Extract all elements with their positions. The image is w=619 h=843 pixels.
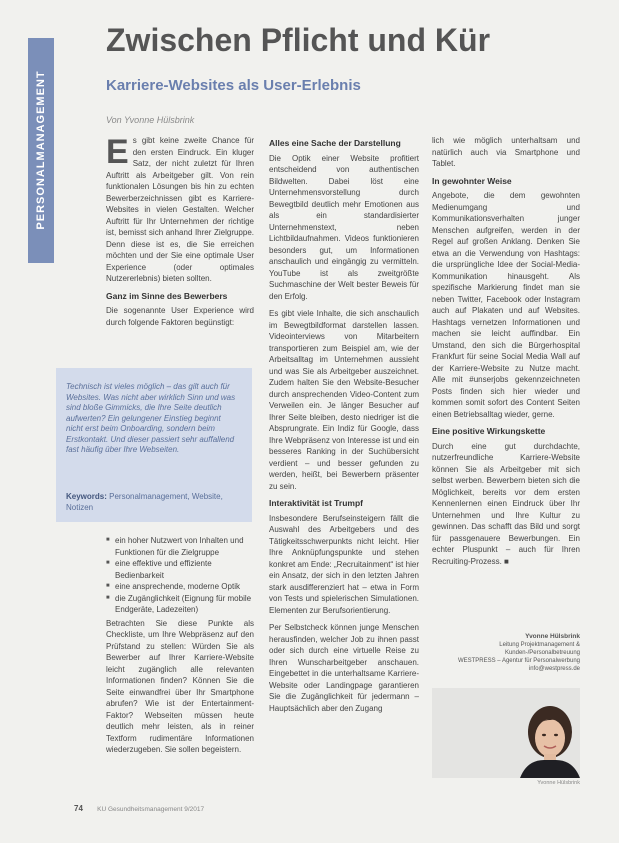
pull-quote-text: Technisch ist vieles möglich – das gilt auch für Websites. Was nicht aber wirklich Sinn und was sind bloße Gimmicks, die Ihre Seite deutlich aufwerten? Ein gelungener Einstieg beginnt nicht erst beim Onboarding, sondern beim Erstkontakt. Und dieser passiert sehr auffallend fast häufig über Ihre Webseiten. [66,382,236,454]
section-label: PERSONALMANAGEMENT [35,70,47,230]
author-company: WESTPRESS – Agentur für Personalwerbung [457,658,580,664]
intro-paragraph [106,135,254,285]
keywords-value: Personalmanagement, Website, Notizen [66,492,223,512]
list-item: ■ eine ansprechende, moderne Optik [106,581,254,593]
paragraph: Betrachten Sie diese Punkte als Checkliste, um Ihre Webpräsenz auf den Prüfstand zu stellen: Würden Sie als Bewerber auf Ihrer Karriere-Website leicht zugänglich alle relevanten Informationen finden? Können Sie die Seite einwandfrei über Ihr Smartphone abrufen? Wie ist der Entertainment-Faktor? Webseiten müssen heute deutlich mehr leisten, als in reiner Textform rudimentäre Informationen wiederzugeben. Sie sollen begeistern. [106,618,254,754]
paragraph: Die sogenannte User Experience wird durch folgende Faktoren begünstigt: [106,306,254,327]
paragraph: Die Optik einer Website profitiert entscheidend von authentischen Bildwelten. Dabei löst eine Unternehmensvorstellung durch Bewegtbild deutlich mehr Emotionen aus als ein standardisierter Unternehmenstext, neben Lichtbildaufnahmen. Videos funktionieren besonders gut, um Informationen anschaulich und eingängig zu vermitteln. YouTube ist als zweitgrößte Suchmaschine der Welt bester Beweis für den Erfolg. [269,153,419,301]
column-2 [269,135,419,720]
photo-caption: Yvonne Hülsbrink [537,780,580,786]
publication-source: KU Gesundheitsmanagement 9/2017 [97,806,205,813]
paragraph: Insbesondere Berufseinsteigern fällt die Auswahl des Arbeitgebers und des Tätigkeitsschwerpunkts nicht leicht. Hier Ihre Anknüpfungspunkte und stehen konkret am Ende: „Recruitainment“ ist hier ein Ansatz, der sich in den letzten Jahren stark ausdifferenziert hat – etwa in Form von Tests und spielerischen Simulationen. Elementen zur Berufsorientierung. [269,513,419,615]
section-heading: In gewohnter Weise [432,175,512,186]
author-photo [432,688,580,778]
paragraph: lich wie möglich unterhaltsam und natürlich auch via Smartphone und Tablet. [432,136,580,168]
author-role: Leitung Projektmanagement & Kunden-/Personalbetreuung [499,642,580,656]
author-contact: info@westpress.de [528,666,580,672]
article-title: Zwischen Pflicht und Kür [106,22,491,58]
section-sidebar [28,38,54,263]
column-3 [432,135,580,573]
pull-quote-box [56,368,252,522]
section-heading: Alles eine Sache der Darstellung [269,138,401,148]
section-heading: Ganz im Sinne des Bewerbers [106,290,228,301]
list-item: ■ eine effektive und effiziente Bedienbarkeit [106,558,254,581]
author-byline: Von Yvonne Hülsbrink [106,115,195,125]
article-subtitle: Karriere-Websites als User-Erlebnis [106,77,361,94]
portrait-illustration [432,688,580,778]
list-item: ■ ein hoher Nutzwert von Inhalten und Funktionen für die Zielgruppe [106,535,254,558]
paragraph: Angebote, die dem gewohnten Medienumgang und Kommunikationsverhalten junger Menschen aufgreifen, werden in der Regel auf großen Anklang. Denken Sie etwa an die Verwendung von Hashtags: die ursprüngliche Idee der Social-Media-Kommunikation hinausgeht. Als spezifische Markierung findet man sie neben Twitter, Facebook oder Instagram auch auf Plakaten und auf Websites. Hashtags vernetzen Informationen und machen sie leicht auffindbar. Ein Umstand, den sich die Bürgerhospital Frankfurt für seine Social Media Wall auf der Karriere-Website zu Nutze macht. Alle mit #unserjobs gekennzeichneten Posts finden sich hier wieder und kommen somit sofort des Content Seiten einen Betriebsalltag wieder, gerne. [432,191,580,419]
list-item: ■ die Zugänglichkeit (Eignung für mobile Endgeräte, Ladezeiten) [106,593,254,616]
column-1-continued [106,535,254,762]
keywords [66,492,241,513]
drop-cap: E [106,133,129,171]
section-heading: Eine positive Wirkungskette [432,426,546,436]
column-1 [106,135,254,334]
paragraph: Per Selbstcheck können junge Menschen herausfinden, welcher Job zu ihnen passt oder sich durch eine virtuelle Reise zu Ihren Wunscharbeitgeber anschauen. Eingebettet in die unterhaltsame Karriere-Website oder Landingpage garantieren Sie die Zugänglichkeit für jedermann – Hauptsächlich aber den Zugang [269,623,419,713]
paragraph: Durch eine gut durchdachte, nutzerfreundliche Karriere-Website können Sie als Arbeitgeber mit sich selbst werben. Bewerbern bieten sich die Möglichkeit, bereits vor dem ersten Kennenlernen einen Eindruck über Ihr Unternehmen und Ihre Kultur zu gewinnen. Das schafft das Bild und sorgt für passgenauere Bewerbungen. Ein echter Pluspunkt – auch für Ihren Recruiting-Prozess. ■ [432,441,580,566]
author-name: Yvonne Hülsbrink [525,633,580,640]
section-heading: Interaktivität ist Trumpf [269,498,363,508]
author-info [432,633,580,673]
intro-text: s gibt keine zweite Chance für den ersten Eindruck. Ein kluger Satz, der nicht zuletzt für Ihren Auftritt als Arbeitgeber gilt. Von rein funktionalen Lösungen bis hin zu echten Bewerberzeichnissen gibt es Karriere-Websites in vielen Gestalten. Welcher Auftritt für Ihr Unternehmen der richtige ist, bemisst sich anhand Ihrer Zielgruppe. Denn diese ist es, die Sie erreichen möchten und der Sie eine optimale User Experience (oder optimales Nutzererlebnis) bieten sollten. [106,136,254,283]
factor-list [106,535,254,616]
paragraph: Es gibt viele Inhalte, die sich anschaulich im Bewegtbildformat darstellen lassen. Videointerviews von Mitarbeitern transportieren zum Beispiel am, wie der Arbeitsalltag im Unternehmen aussieht und was Sie als Arbeitgeber auszeichnet. Zudem halten Sie den Website-Besucher durch ansprechenden Video-Content zum Verweilen ein. Je länger Besucher auf Ihrer Seite bleiben, desto niedriger ist die Absprungrate. Ein Indiz für Google, dass Ihre Webpräsenz von Interesse ist und ein besseres Ranking in der Suchübersicht verdient – und besser gefunden zu werden, heißt, bei Bewerbern präsenter zu sein. [269,309,419,491]
keywords-label: Keywords: [66,492,107,501]
page-footer [74,804,204,813]
page-number: 74 [74,804,83,813]
